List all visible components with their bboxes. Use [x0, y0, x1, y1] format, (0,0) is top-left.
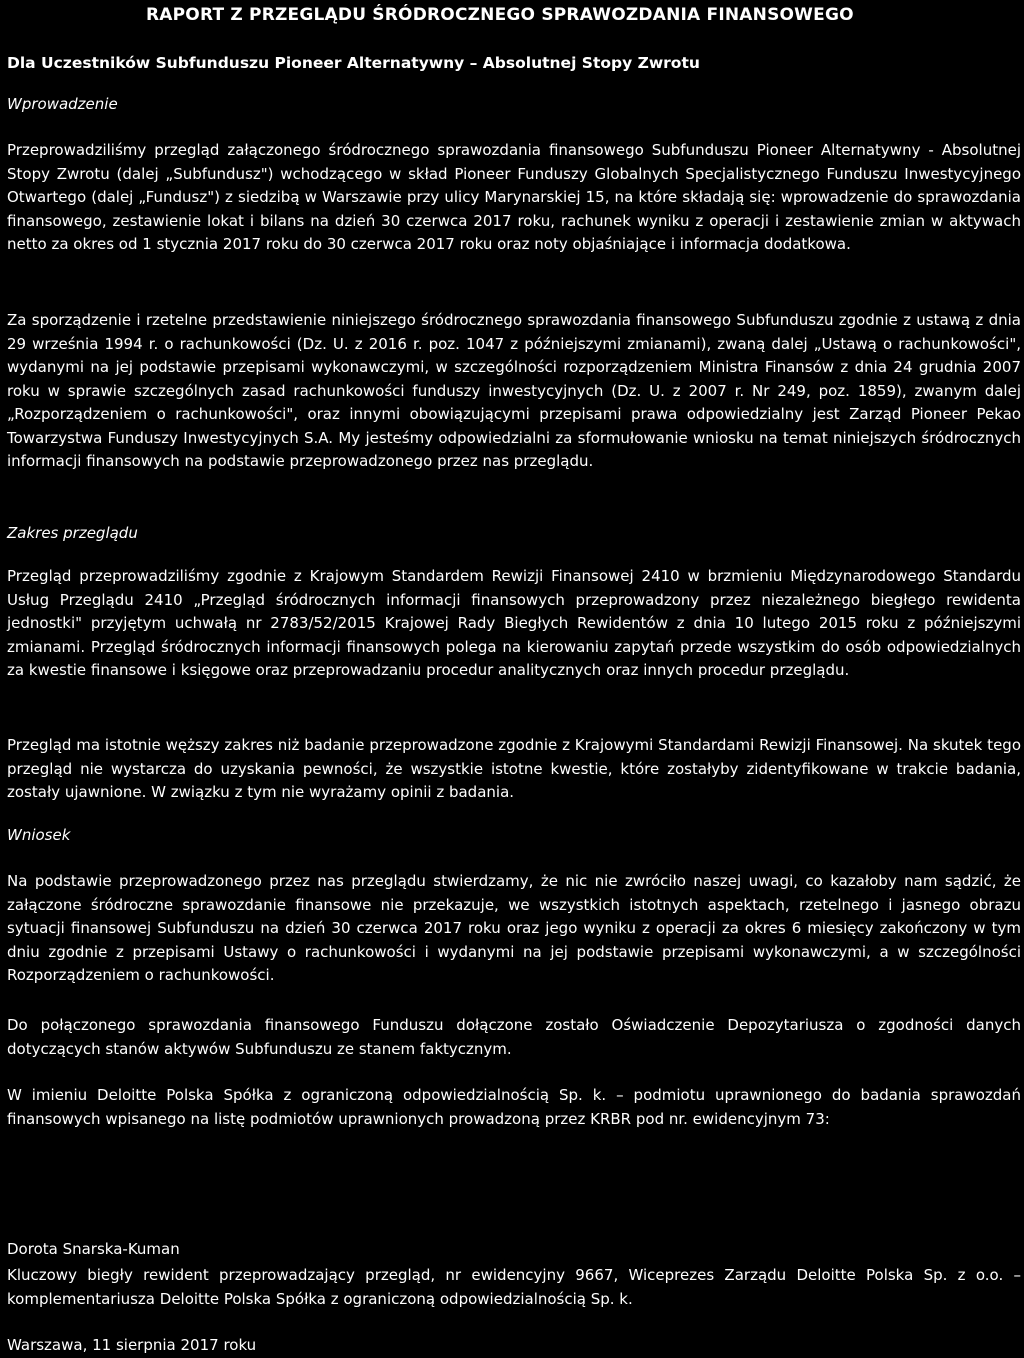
paragraph-intro-2: Za sporządzenie i rzetelne przedstawienie niniejszego śródrocznego sprawozdania finansowego Subfunduszu zgodnie z ustawą z dnia 29 września 1994 r. o rachunkowości (Dz. U. z 2016 r. poz. 1047 z późniejszymi zmianami), zwaną dalej „Ustawą o rachunkowości", wydanymi na jej podstawie przepisami wykonawczymi, w szczególności rozporządzeniem Ministra Finansów z dnia 24 grudnia 2007 roku w sprawie szczególnych zasad rachunkowości funduszy inwestycyjnych (Dz. U. z 2007 r. Nr 249, poz. 1859), zwanym dalej „Rozporządzeniem o rachunkowości", oraz innymi obowiązującymi przepisami prawa odpowiedzialny jest Zarząd Pioneer Pekao Towarzystwa Funduszy Inwestycyjnych S.A. My jesteśmy odpowiedzialni za sformułowanie wniosku na temat niniejszych śródrocznych informacji finansowych na podstawie przeprowadzonego przez nas przeglądu.: [7, 311, 1021, 470]
heading-conclusion: Wniosek: [7, 826, 71, 844]
paragraph-scope-2: Przegląd ma istotnie węższy zakres niż badanie przeprowadzone zgodnie z Krajowymi Standardami Rewizji Finansowej. Na skutek tego przegląd nie wystarcza do uzyskania pewności, że wszystkie istotne kwestie, które zostałyby zidentyfikowane w trakcie badania, zostały ujawnione. W związku z tym nie wyrażamy opinii z badania.: [7, 736, 1021, 801]
paragraph-conclusion-1: Na podstawie przeprowadzonego przez nas przeglądu stwierdzamy, że nic nie zwróciło naszej uwagi, co kazałoby nam sądzić, że załączone śródroczne sprawozdanie finansowe nie przekazuje, we wszystkich istotnych aspektach, rzetelnego i jasnego obrazu sytuacji finansowej Subfunduszu na dzień 30 czerwca 2017 roku oraz jego wyniku z operacji za okres 6 miesięcy zakończony w tym dniu zgodnie z przepisami Ustawy o rachunkowości i wydanymi na jej podstawie przepisami wykonawczymi, a w szczególności Rozporządzeniem o rachunkowości.: [7, 872, 1021, 984]
report-subtitle: Dla Uczestników Subfunduszu Pioneer Alternatywny – Absolutnej Stopy Zwrotu: [7, 54, 700, 72]
place-and-date: Warszawa, 11 sierpnia 2017 roku: [7, 1336, 257, 1354]
report-title: RAPORT Z PRZEGLĄDU ŚRÓDROCZNEGO SPRAWOZDANIA FINANSOWEGO: [146, 5, 854, 25]
signatory-name: Dorota Snarska-Kuman: [7, 1240, 180, 1258]
paragraph-conclusion-3: W imieniu Deloitte Polska Spółka z ograniczoną odpowiedzialnością Sp. k. – podmiotu uprawnionego do badania sprawozdań finansowych wpisanego na listę podmiotów uprawnionych prowadzoną przez KRBR pod nr. ewidencyjnym 73:: [7, 1086, 1021, 1128]
paragraph-intro-1: Przeprowadziliśmy przegląd załączonego śródrocznego sprawozdania finansowego Subfunduszu Pioneer Alternatywny - Absolutnej Stopy Zwrotu (dalej „Subfundusz") wchodzącego w skład Pioneer Funduszy Globalnych Specjalistycznego Funduszu Inwestycyjnego Otwartego (dalej „Fundusz") z siedzibą w Warszawie przy ulicy Marynarskiej 15, na które składają się: wprowadzenie do sprawozdania finansowego, zestawienie lokat i bilans na dzień 30 czerwca 2017 roku, rachunek wyniku z operacji i zestawienie zmian w aktywach netto za okres od 1 stycznia 2017 roku do 30 czerwca 2017 roku oraz noty objaśniające i informacja dodatkowa.: [7, 141, 1021, 253]
heading-introduction: Wprowadzenie: [7, 95, 118, 113]
heading-scope: Zakres przeglądu: [7, 524, 138, 542]
paragraph-scope-1: Przegląd przeprowadziliśmy zgodnie z Krajowym Standardem Rewizji Finansowej 2410 w brzmieniu Międzynarodowego Standardu Usług Przeglądu 2410 „Przegląd śródrocznych informacji finansowych przeprowadzony przez niezależnego biegłego rewidenta jednostki" przyjętym uchwałą nr 2783/52/2015 Krajowej Rady Biegłych Rewidentów z dnia 10 lutego 2015 roku z późniejszymi zmianami. Przegląd śródrocznych informacji finansowych polega na kierowaniu zapytań przede wszystkim do osób odpowiedzialnych za kwestie finansowe i księgowe oraz przeprowadzaniu procedur analitycznych oraz innych procedur przeglądu.: [7, 567, 1021, 679]
signatory-role: Kluczowy biegły rewident przeprowadzający przegląd, nr ewidencyjny 9667, Wiceprezes Zarządu Deloitte Polska Sp. z o.o. – komplementariusza Deloitte Polska Spółka z ograniczoną odpowiedzialnością Sp. k.: [7, 1266, 1021, 1308]
paragraph-conclusion-2: Do połączonego sprawozdania finansowego Funduszu dołączone zostało Oświadczenie Depozytariusza o zgodności danych dotyczących stanów aktywów Subfunduszu ze stanem faktycznym.: [7, 1016, 1021, 1058]
